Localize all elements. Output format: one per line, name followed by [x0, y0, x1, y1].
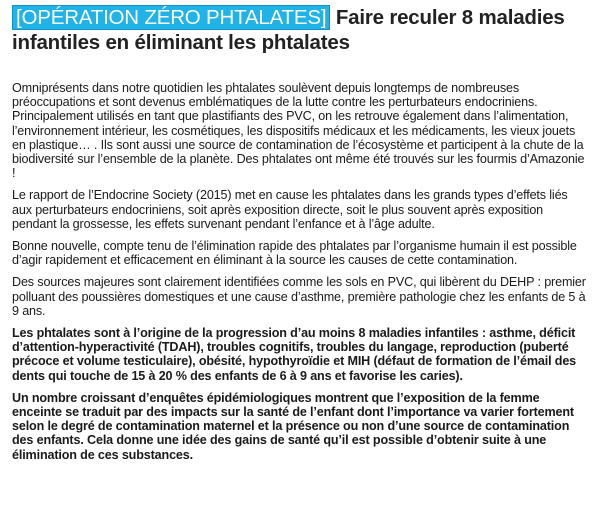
article-title: [12, 6, 590, 55]
category-tag: [OPÉRATION ZÉRO PHTALATES]: [12, 5, 330, 30]
paragraph-sources: Des sources majeures sont clairement identifiées comme les sols en PVC, qui libèrent du DEHP : premier polluant des poussières domestiques et une cause d’asthme, première pathologie chez les enfants de 5 à 9 ans.: [12, 275, 586, 318]
paragraph-diseases: Les phtalates sont à l’origine de la progression d’au moins 8 maladies infantiles : asthme, déficit d’attention-hyperactivité (TDAH), troubles cognitifs, troubles du langage, reproduction (puberté précoce et volume testiculaire), obésité, hypothyroïdie et MIH (défaut de formation de l’émail des dents qui touche de 15 à 20 % des enfants de 6 à 9 ans et favorise les caries).: [12, 326, 577, 383]
paragraph-studies: Un nombre croissant d’enquêtes épidémiologiques montrent que l’exposition de la femme enceinte se traduit par des impacts sur la santé de l’enfant dont l’importance va varier fortement selon le degré de contamination maternel et la présence ou non d’une source de contamination des enfants. Cela donne une idée des gains de santé qu’il est possible d’obtenir suite à une élimination de ces substances.: [12, 390, 574, 462]
paragraph-endocrine-society: Le rapport de l’Endocrine Society (2015) met en cause les phtalates dans les grands types d’effets liés aux perturbateurs endocriniens, soit après exposition directe, soit le plus souvent après exposition pendant la grossesse, les effets survenant pendant l’enfance et à l’âge adulte.: [12, 188, 568, 231]
title-text: Faire reculer 8 maladies infantiles en éliminant les phtalates: [12, 6, 565, 54]
paragraph-intro: Omniprésents dans notre quotidien les phtalates soulèvent depuis longtemps de nombreuses préoccupations et sont devenus emblématiques de la lutte contre les perturbateurs endocriniens. Principalement utilisés en tant que plastifiants des PVC, on les retrouve également dans l’alimentation, l’environnement intérieur, les cosmétiques, les dispositifs médicaux et les médicaments, les vieux jouets en plastique… . Ils sont aussi une source de contamination de l’écosystème et participent à la chute de la biodiversité sur l’ensemble de la planète. Des phtalates ont même été trouvés sur les fourmis d’Amazonie !: [12, 81, 585, 181]
paragraph-good-news: Bonne nouvelle, compte tenu de l’élimination rapide des phtalates par l’organisme humain il est possible d’agir rapidement et efficacement en éliminant à la source les causes de cette contamination.: [12, 239, 577, 268]
